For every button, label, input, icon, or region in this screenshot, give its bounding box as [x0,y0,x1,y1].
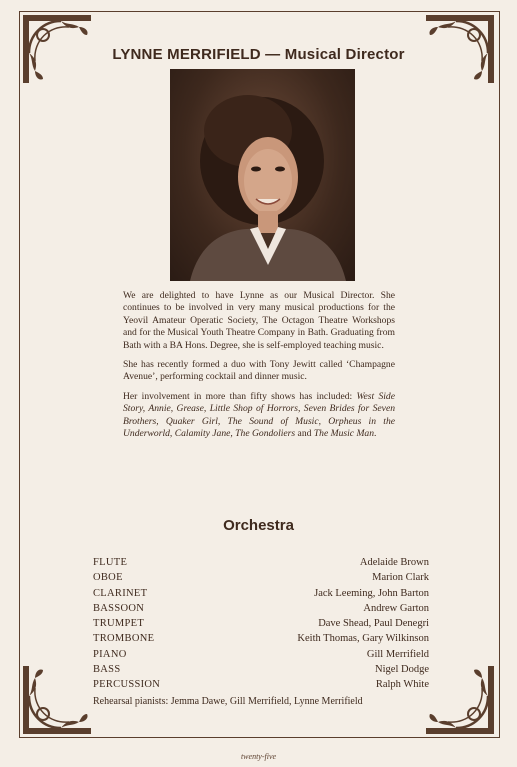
roster-row [93,555,429,570]
player-names: Gill Merrifield [366,648,429,660]
roster-row [93,631,429,646]
roster-row [93,601,429,616]
orchestra-roster [93,555,429,693]
player-names: Marion Clark [372,572,429,584]
instrument-name: PERCUSSION [93,679,161,691]
bio-paragraph-1: We are delighted to have Lynne as our Musical Director. She continues to be involved in very many musical productions for the Yeovil Amateur Operatic Society, The Octagon Theatre Workshops and for the Musical Youth Theatre Company in Bath. Graduating from Bath with a BA Hons. Degree, she is self-employed teaching music. [123,290,395,351]
instrument-name: BASS [93,664,121,676]
bio-shows-last: The Music Man [313,428,375,440]
instrument-name: TRUMPET [93,618,145,630]
player-names: Nigel Dodge [375,664,429,676]
rehearsal-pianists: Rehearsal pianists: Jemma Dawe, Gill Merrifield, Lynne Merrifield [93,696,363,707]
bio-paragraph-2: She has recently formed a duo with Tony Jewitt called ‘Champagne Avenue’, performing cocktail and dinner music. [123,359,395,383]
instrument-name: FLUTE [93,557,128,568]
player-names: Andrew Garton [363,602,429,614]
roster-row [93,677,429,692]
bio-shows-end: . [374,428,377,440]
roster-row [93,662,429,677]
instrument-name: CLARINET [93,587,148,599]
corner-ornament-bottom-right [424,664,496,736]
player-names: Keith Thomas, Gary Wilkinson [297,633,429,645]
biography [123,290,395,447]
page-title: LYNNE MERRIFIELD — Musical Director [112,46,405,63]
page-number: twenty-five [240,752,277,761]
roster-row [93,586,429,601]
instrument-name: PIANO [93,648,127,660]
bio-shows-prefix: Her involvement in more than fifty shows has included: [123,390,357,402]
player-names: Ralph White [375,679,429,691]
player-names: Jack Leeming, John Barton [314,587,429,599]
player-names: Adelaide Brown [359,557,429,568]
bio-shows-list: West Side Story, Annie, Grease, Little Shop of Horrors, Seven Brides for Seven Brothers, Quaker Girl, The Sound of Music, Orpheus in the Underworld, Calamity Jane, The Gondoliers [123,390,395,440]
roster-row [93,616,429,631]
corner-ornament-bottom-left [21,664,93,736]
orchestra-heading: Orchestra [223,517,294,534]
instrument-name: TROMBONE [93,633,155,645]
portrait-photo [170,69,355,281]
roster-row [93,570,429,585]
instrument-name: OBOE [93,572,123,584]
roster-row [93,647,429,662]
instrument-name: BASSOON [93,602,145,614]
bio-paragraph-3 [123,391,395,441]
player-names: Dave Shead, Paul Denegri [318,618,429,630]
bio-shows-and: and [295,428,314,440]
